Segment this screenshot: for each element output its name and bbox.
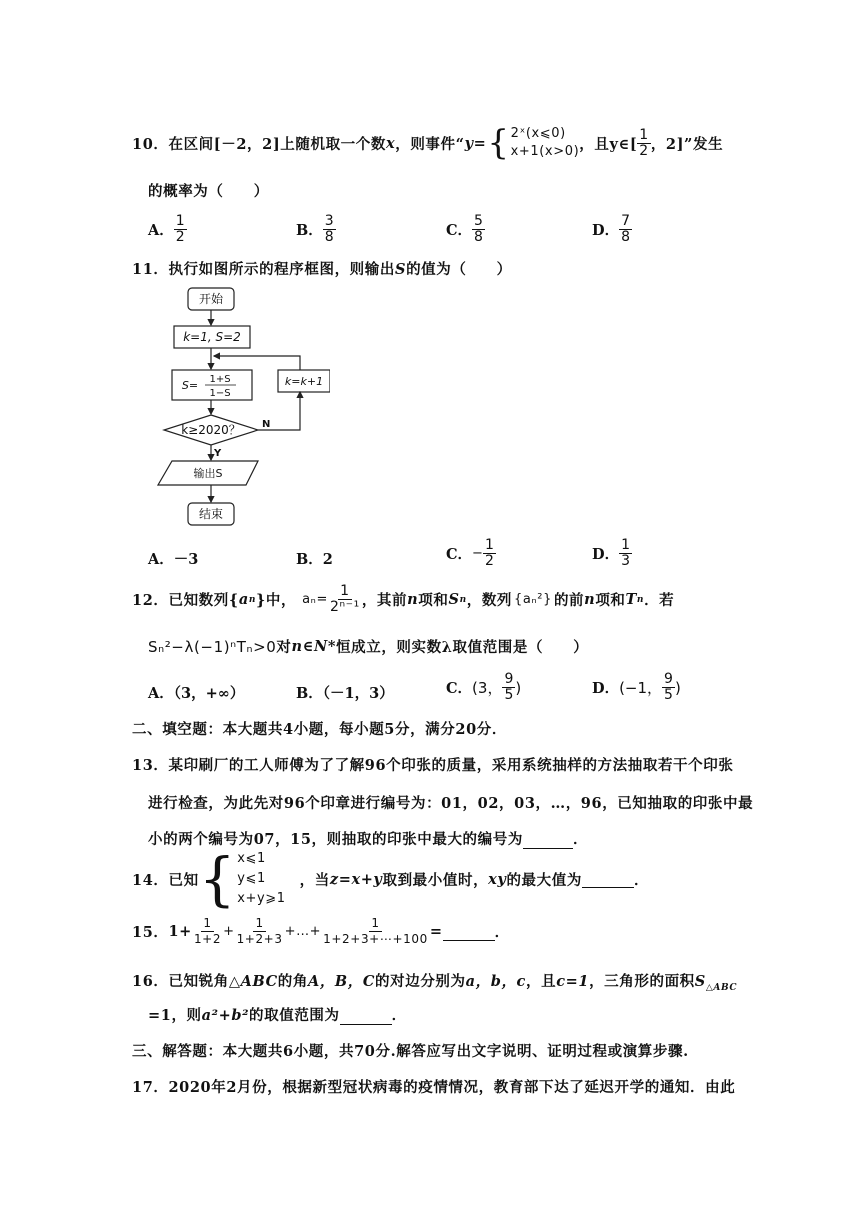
flow-assign-den: 1−S (209, 388, 231, 399)
flow-output-text: 输出S (193, 467, 223, 480)
q16-line2: =1，则a²+b²的取值范围为 ． (148, 1007, 407, 1024)
q12-option-c[interactable]: C． (3， $\frac{9}{5}$ ) (446, 671, 522, 703)
q10-text-b: ，则事件“ (395, 135, 465, 153)
q10-option-b-value: $\frac{3}{8}$ (324, 213, 334, 245)
q16-line1: 16．已知锐角△ABC的角A，B，C的对边分别为a，b，c，且c=1，三角形的面积$S_{\triangle ABC}$ (132, 973, 738, 993)
q10-option-a[interactable]: A． $\frac{1}{2}$ (148, 213, 185, 245)
q12-line1: 12． 已知数列{ a n }中， aₙ= $\frac{1}{\text{2ⁿ⁻¹}}$ ，其前 n 项和 S n ，数列 {aₙ²} 的前 n 项和 T n ．若 (132, 583, 675, 615)
q12-inequality: Sₙ²−λ(−1)ⁿTₙ>0 (148, 637, 277, 656)
q11-option-c[interactable]: C． − $\frac{1}{2}$ (446, 537, 494, 569)
q10-line2: 的概率为（ ） (148, 183, 269, 200)
q13-line1: 13．某印刷厂的工人师傅为了了解96个印张的质量，采用系统抽样的方法抽取若干个印张 (132, 757, 734, 774)
q14-line: 14． 已知 { x⩽1 y⩽1 x+y⩾1 ，当 z=x+y 取到最小值时， xy 的最大值为 ． (132, 845, 650, 913)
flow-condition-text: k≥2020？ (181, 423, 241, 437)
q12-line2: Sₙ²−λ(−1)ⁿTₙ>0 对 n∈N* 恒成立，则实数λ取值范围是（ ） (148, 637, 589, 656)
q10-line1 (132, 123, 724, 163)
q10-option-d[interactable]: D． $\frac{7}{8}$ (592, 213, 630, 245)
q10-option-c[interactable]: C． $\frac{5}{8}$ (446, 213, 483, 245)
q10-option-d-value: $\frac{7}{8}$ (621, 213, 630, 245)
q10-brace: { (487, 123, 510, 163)
q10-case2: x+1(x>0) (510, 144, 580, 159)
q11-flowchart (150, 284, 330, 534)
q13-answer-blank[interactable] (523, 831, 573, 849)
flow-no-label: N (262, 419, 271, 430)
q13-line3: 小的两个编号为07，15，则抽取的印张中最大的编号为 ． (148, 831, 589, 848)
flow-start-text: 开始 (198, 292, 224, 306)
flow-assign-lhs: S= (181, 379, 199, 392)
q14-answer-blank[interactable] (582, 870, 634, 888)
q15-line: 15． 1+ $\frac{1}{1+2}$ + $\frac{1}{1+2+3}$ +…+ $\frac{1}{1+2+3+\cdots+100}$ = ． (132, 916, 510, 946)
q16-answer-blank[interactable] (340, 1007, 392, 1025)
q10-option-c-value: $\frac{5}{8}$ (474, 213, 483, 245)
q11-option-d[interactable]: D． $\frac{1}{3}$ (592, 537, 630, 569)
q10-text-a: 在区间[－2，2]上随机取一个数 (168, 135, 386, 153)
q10-range-fraction: $\frac{1}{2}$ (639, 126, 649, 159)
q14-constraints: x⩽1 y⩽1 x+y⩾1 (237, 851, 286, 906)
q10-var-x: x (385, 134, 396, 152)
q10-option-a-value: $\frac{1}{2}$ (175, 213, 185, 245)
q11-option-d-value: $\frac{1}{3}$ (621, 537, 630, 569)
q15-frac-2: $\frac{1}{1+2+3}$ (236, 916, 283, 946)
flow-increment-text: k=k+1 (284, 375, 324, 388)
q15-frac-3: $\frac{1}{1+2+3+\cdots+100}$ (323, 916, 428, 946)
flow-init-text: k=1, S=2 (183, 330, 241, 344)
q15-answer-blank[interactable] (443, 923, 495, 941)
q14-brace: { (198, 845, 237, 913)
q17-line1: 17．2020年2月份，根据新型冠状病毒的疫情情况，教育部下达了延迟开学的通知．由此 (132, 1079, 736, 1096)
section-fill-in-heading: 二、填空题：本大题共4小题，每小题5分，满分20分． (132, 721, 507, 738)
q10-case1: 2ˣ(x⩽0) (510, 126, 566, 141)
q10-text-d: ，2]”发生 (650, 135, 724, 153)
q11-option-c-value: $\frac{1}{2}$ (484, 537, 494, 569)
q11-question: 11．执行如图所示的程序框图，则输出S的值为（ ） (132, 261, 512, 278)
q10-eq: = (473, 134, 487, 152)
flow-assign-num: 1+S (209, 374, 231, 385)
q10-option-b[interactable]: B． $\frac{3}{8}$ (296, 213, 334, 245)
section-solution-heading: 三、解答题：本大题共6小题，共70分.解答应写出文字说明、证明过程或演算步骤. (132, 1043, 689, 1060)
q11-option-a[interactable]: A．－3 (148, 551, 199, 568)
q11-option-b[interactable]: B．2 (296, 551, 333, 568)
flow-yes-label: Y (214, 448, 222, 459)
q10-var-y: y (464, 134, 474, 152)
q12-seq2: {aₙ²} (514, 592, 552, 607)
q12-option-d[interactable]: D． (−1， $\frac{9}{5}$ ) (592, 671, 681, 703)
q12-formula-fraction: $\frac{1}{\text{2ⁿ⁻¹}}$ (329, 583, 360, 615)
flow-end-text: 结束 (198, 507, 224, 521)
q10-text-c: ，且y∈[ (579, 135, 638, 153)
q10-cases (511, 125, 580, 161)
q12-option-b[interactable]: B．（－1，3） (296, 685, 394, 702)
q12-option-a[interactable]: A．（3，+∞） (148, 685, 245, 702)
q13-line2: 进行检查，为此先对96个印章进行编号为：01，02，03，…，96，已知抽取的印张中最 (148, 795, 754, 812)
q12-formula-lhs: aₙ= (302, 592, 328, 607)
q10-number: 10． (132, 135, 169, 153)
q15-frac-1: $\frac{1}{1+2}$ (193, 916, 222, 946)
